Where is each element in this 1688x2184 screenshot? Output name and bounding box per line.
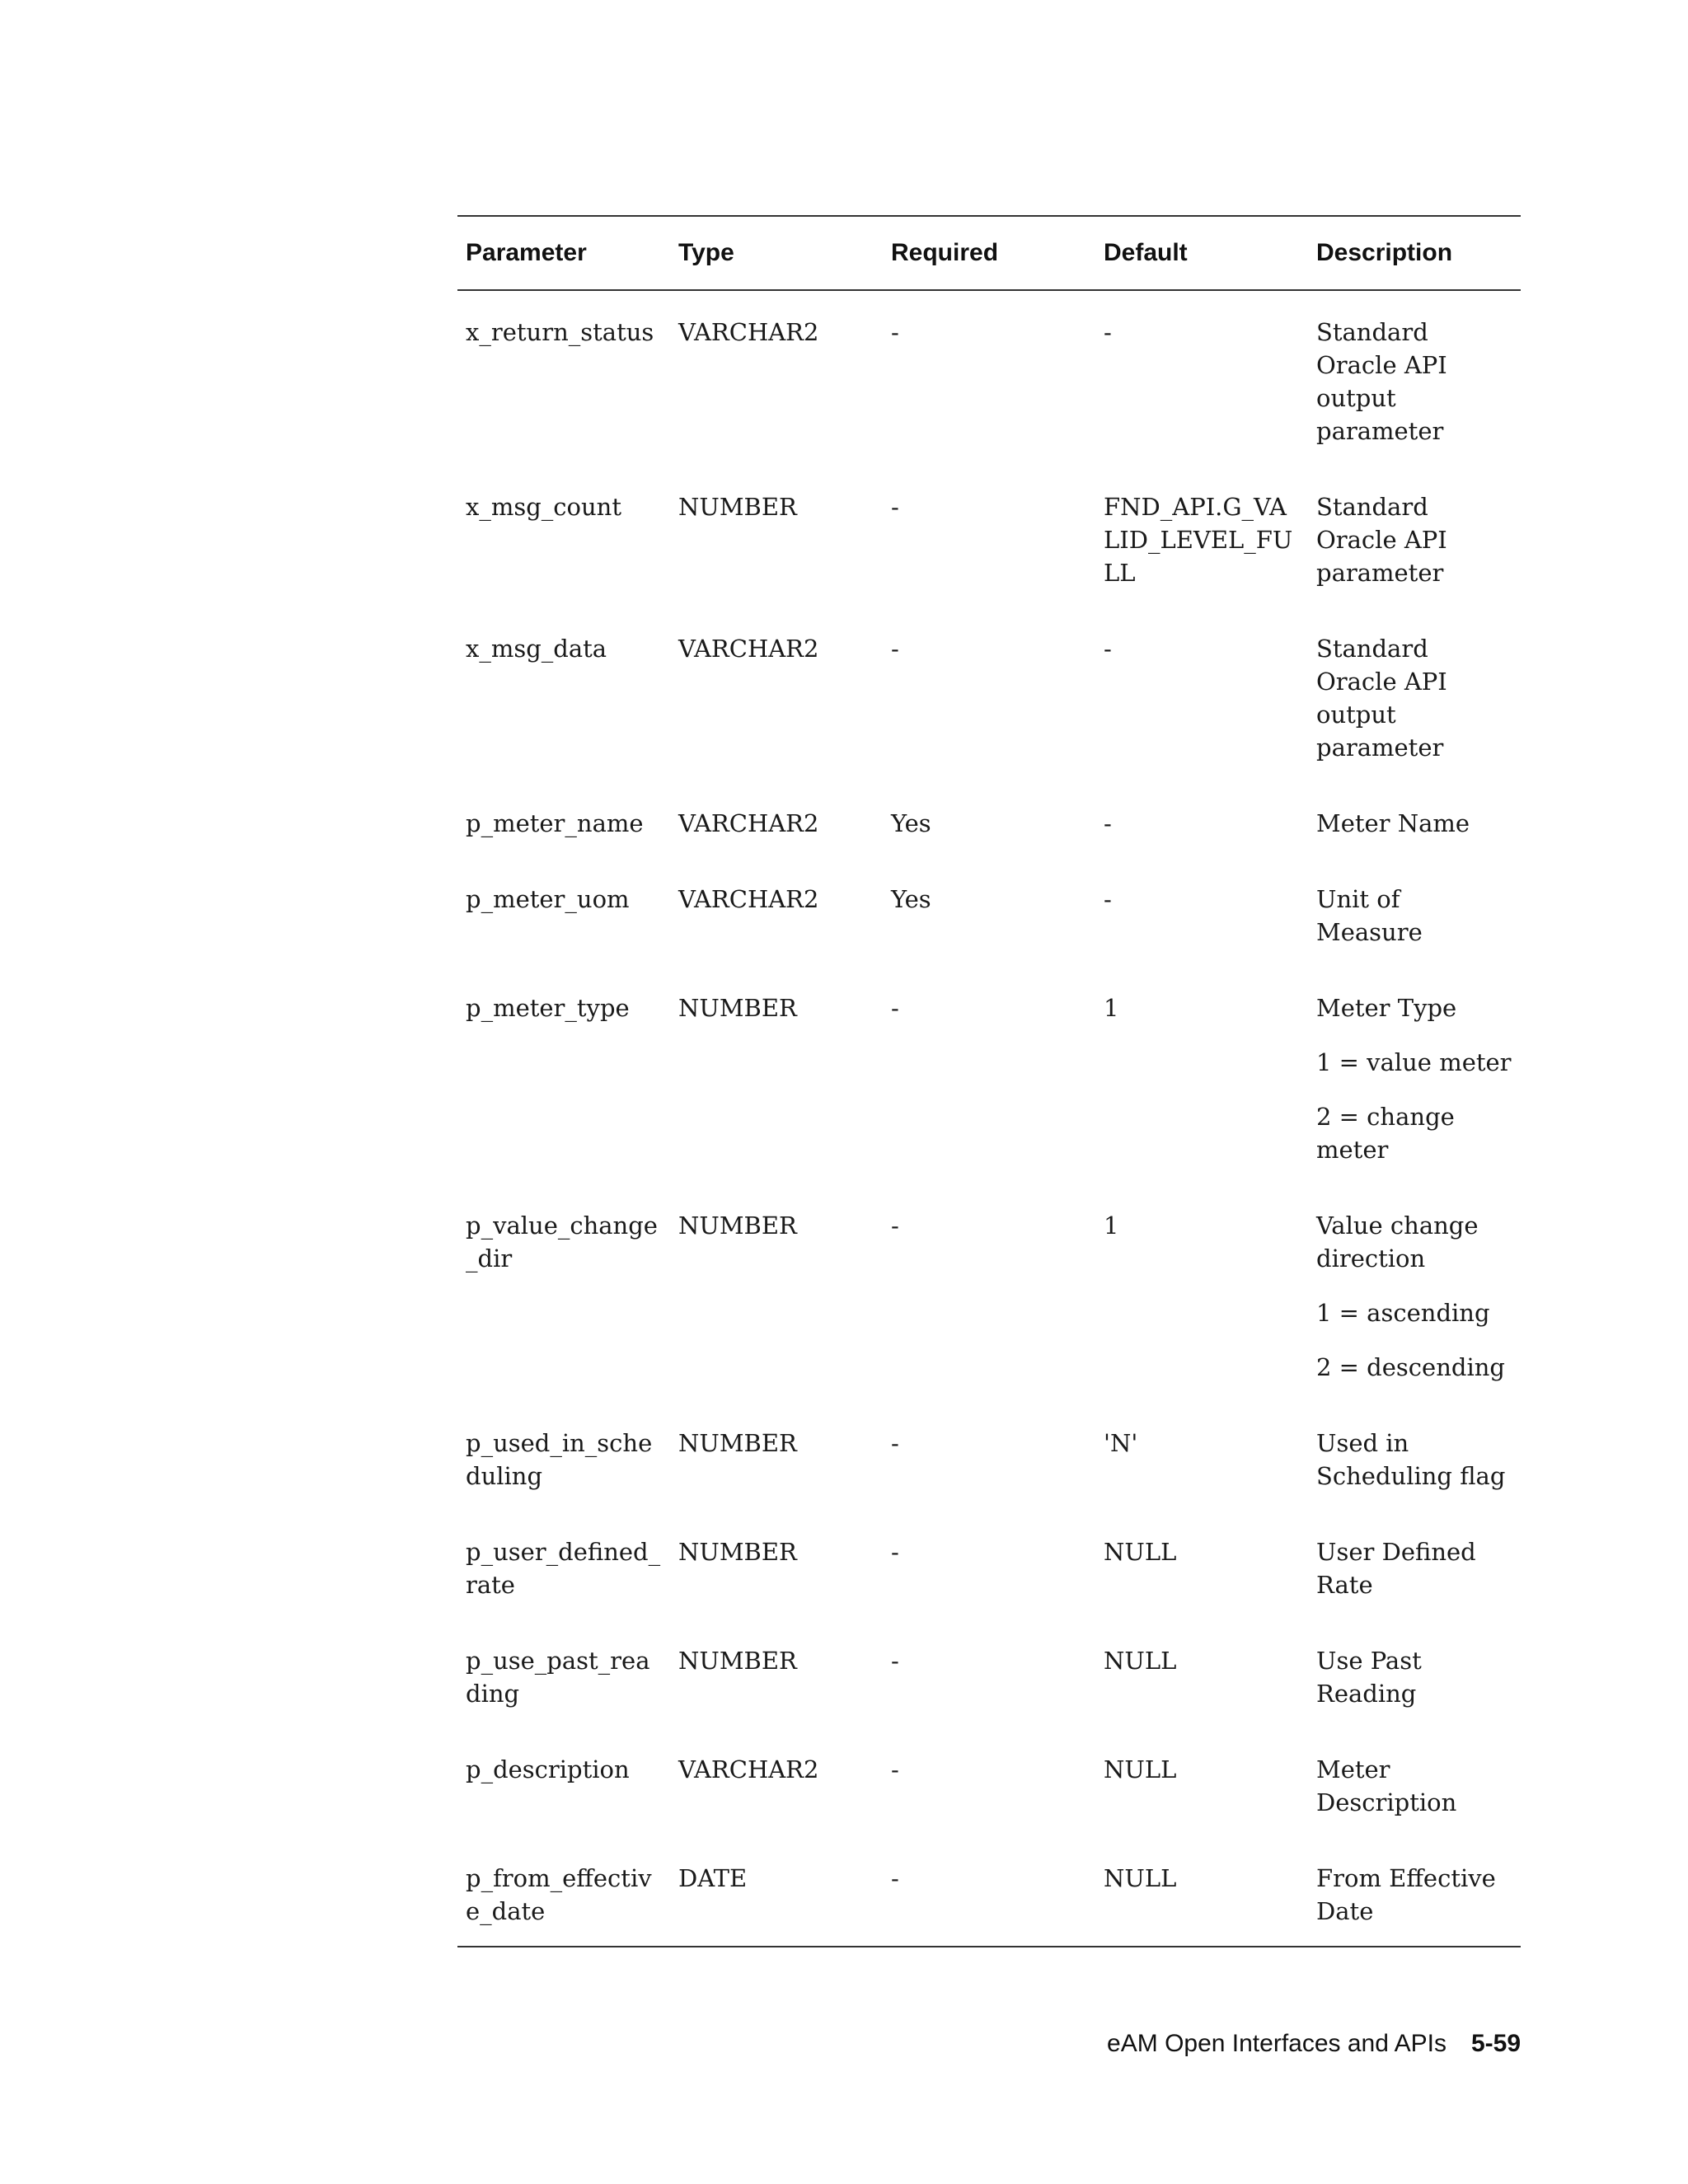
cell-default: NULL: [1104, 1538, 1177, 1566]
table-row: [457, 1427, 1521, 1535]
description-line: From Effective Date: [1316, 1864, 1496, 1925]
cell-required: Yes: [891, 809, 931, 837]
cell-default: 'N': [1104, 1429, 1138, 1457]
description-line: Unit of Measure: [1316, 885, 1423, 946]
table-row: [457, 1862, 1521, 1947]
table-row: [457, 1535, 1521, 1644]
description-line: Standard Oracle API parameter: [1316, 493, 1447, 587]
footer-title: eAM Open Interfaces and APIs: [1107, 2030, 1447, 2057]
cell-required: -: [891, 493, 899, 521]
cell-default: -: [1104, 635, 1112, 663]
table-row: [457, 1209, 1521, 1427]
cell-parameter: p_meter_type: [466, 994, 630, 1022]
cell-required: -: [891, 1538, 899, 1566]
cell-type: NUMBER: [678, 1429, 797, 1457]
table-row: [457, 290, 1521, 490]
description-line: Use Past Reading: [1316, 1647, 1422, 1708]
page-footer: [1107, 2030, 1521, 2058]
cell-parameter: x_return_status: [466, 318, 654, 346]
description-line: User Defined Rate: [1316, 1538, 1476, 1599]
cell-description: [1308, 1427, 1521, 1535]
header-parameter: Parameter: [457, 216, 670, 290]
cell-parameter: p_use_past_reading: [466, 1647, 650, 1708]
cell-type: VARCHAR2: [678, 635, 819, 663]
description-line: Meter Type: [1316, 994, 1457, 1022]
cell-parameter: p_meter_uom: [466, 885, 630, 913]
cell-parameter: x_msg_count: [466, 493, 622, 521]
cell-type: NUMBER: [678, 493, 797, 521]
cell-default: -: [1104, 809, 1112, 837]
cell-parameter: p_value_change_dir: [466, 1212, 658, 1272]
header-description: Description: [1308, 216, 1521, 290]
description-line: Standard Oracle API output parameter: [1316, 318, 1447, 445]
header-row: [457, 216, 1521, 290]
table-row: [457, 991, 1521, 1209]
cell-parameter: p_used_in_scheduling: [466, 1429, 653, 1490]
cell-default: NULL: [1104, 1755, 1177, 1783]
description-line: 1 = ascending: [1316, 1299, 1490, 1327]
cell-default: 1: [1104, 994, 1119, 1022]
table-row: [457, 1753, 1521, 1862]
table-row: [457, 490, 1521, 632]
cell-default: -: [1104, 318, 1112, 346]
cell-parameter: p_user_defined_rate: [466, 1538, 661, 1599]
description-line: 2 = descending: [1316, 1353, 1505, 1381]
cell-required: -: [891, 1647, 899, 1675]
cell-description: [1308, 991, 1521, 1209]
description-line: Used in Scheduling flag: [1316, 1429, 1506, 1490]
cell-description: [1308, 1862, 1521, 1947]
cell-required: -: [891, 635, 899, 663]
cell-default: FND_API.G_VALID_LEVEL_FULL: [1104, 493, 1293, 587]
cell-required: Yes: [891, 885, 931, 913]
description-line: Value change direction: [1316, 1212, 1479, 1272]
cell-default: -: [1104, 885, 1112, 913]
cell-parameter: p_meter_name: [466, 809, 644, 837]
table-row: [457, 883, 1521, 991]
cell-type: NUMBER: [678, 1538, 797, 1566]
cell-description: [1308, 1209, 1521, 1427]
cell-required: -: [891, 1755, 899, 1783]
cell-description: [1308, 490, 1521, 632]
cell-description: [1308, 632, 1521, 807]
cell-parameter: p_from_effective_date: [466, 1864, 652, 1925]
cell-required: -: [891, 1429, 899, 1457]
cell-description: [1308, 1644, 1521, 1753]
header-required: Required: [883, 216, 1095, 290]
table-body: [457, 290, 1521, 1947]
cell-required: -: [891, 994, 899, 1022]
cell-type: VARCHAR2: [678, 318, 819, 346]
cell-type: NUMBER: [678, 1647, 797, 1675]
table-row: [457, 632, 1521, 807]
cell-type: VARCHAR2: [678, 809, 819, 837]
cell-required: -: [891, 318, 899, 346]
cell-description: [1308, 290, 1521, 490]
cell-required: -: [891, 1864, 899, 1892]
description-line: 1 = value meter: [1316, 1048, 1512, 1076]
cell-type: VARCHAR2: [678, 885, 819, 913]
cell-description: [1308, 807, 1521, 883]
description-line: Meter Name: [1316, 809, 1470, 837]
parameter-table: [457, 215, 1521, 1947]
cell-description: [1308, 883, 1521, 991]
cell-default: NULL: [1104, 1864, 1177, 1892]
table-row: [457, 1644, 1521, 1753]
cell-required: -: [891, 1212, 899, 1240]
cell-parameter: x_msg_data: [466, 635, 607, 663]
description-line: Standard Oracle API output parameter: [1316, 635, 1447, 762]
cell-description: [1308, 1535, 1521, 1644]
cell-type: DATE: [678, 1864, 748, 1892]
table-header: [457, 216, 1521, 290]
cell-type: NUMBER: [678, 1212, 797, 1240]
cell-default: 1: [1104, 1212, 1119, 1240]
description-line: 2 = change meter: [1316, 1103, 1455, 1164]
header-default: Default: [1095, 216, 1308, 290]
cell-type: NUMBER: [678, 994, 797, 1022]
cell-parameter: p_description: [466, 1755, 630, 1783]
table-row: [457, 807, 1521, 883]
cell-type: VARCHAR2: [678, 1755, 819, 1783]
page-number: 5-59: [1470, 2030, 1521, 2057]
header-type: Type: [670, 216, 883, 290]
cell-default: NULL: [1104, 1647, 1177, 1675]
cell-description: [1308, 1753, 1521, 1862]
description-line: Meter Description: [1316, 1755, 1457, 1816]
